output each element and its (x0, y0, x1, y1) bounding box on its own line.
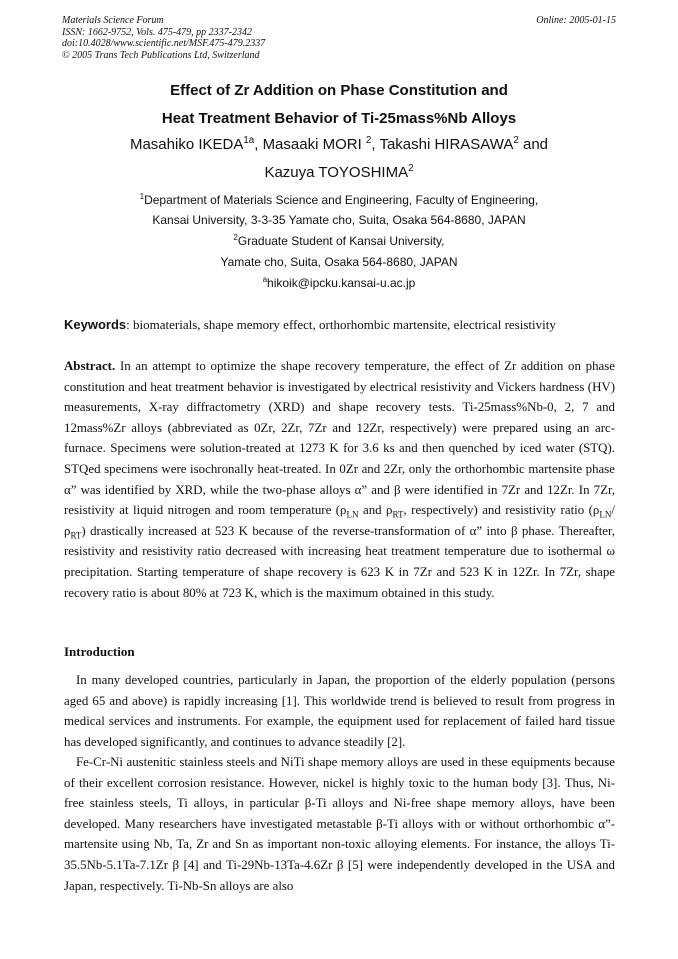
author-sep: , (371, 136, 380, 153)
author-sup: 2 (365, 135, 372, 146)
author-sup: 1a (243, 135, 255, 146)
issn-line: ISSN: 1662-9752, Vols. 475-479, pp 2337-2342 (62, 26, 252, 38)
email-sup: a (262, 275, 268, 284)
abstract-text: , respectively) and resistivity ratio (ρ (403, 503, 600, 518)
journal-name: Materials Science Forum (62, 15, 164, 26)
paper-title-line-1: Effect of Zr Addition on Phase Constitution and (170, 82, 508, 99)
affiliation-sup: 2 (233, 233, 238, 242)
paper-title-line-2: Heat Treatment Behavior of Ti-25mass%Nb Alloys (161, 110, 517, 127)
subscript: RT (392, 509, 404, 520)
affiliation-2-line-2: Yamate cho, Suita, Osaka 564-8680, JAPAN (220, 255, 458, 269)
author-sup: 2 (408, 163, 414, 174)
subscript: RT (70, 530, 82, 541)
abstract-text: and ρ (358, 503, 393, 518)
keywords (64, 317, 616, 333)
author-sep: and (518, 136, 549, 153)
author-name: Masaaki MORI (262, 136, 366, 153)
author-name: Masahiko IKEDA (129, 136, 244, 153)
affiliation-1-line-2: Kansai University, 3-3-35 Yamate cho, Suita, Osaka 564-8680, JAPAN (152, 213, 526, 227)
subscript: LN (599, 509, 612, 520)
online-date: Online: 2005-01-15 (536, 15, 616, 26)
abstract-text: /ρ (64, 503, 615, 538)
doi-line: doi:10.4028/www.scientific.net/MSF.475-479.2337 (62, 38, 266, 49)
introduction-paragraph-2: Fe-Cr-Ni austenitic stainless steels and NiTi shape memory alloys are used in these equipments because of their excellent corrosion resistance. However, nickel is highly toxic to the human body [3]. Thus, Ni-free stainless steels, Ti alloys, in particular β-Ti alloys and Ni-free shape memory alloys, have been developed. Many researchers have investigated metastable β-Ti alloys with or without orthorhombic α”-martensite using Nb, Ta, Zr and Sn as important non-toxic alloying elements. For instance, the alloys Ti-35.5Nb-5.1Ta-7.1Zr β [4] and Ti-29Nb-13Ta-4.6Zr β [5] were independently developed in the USA and Japan, respectively. Ti-Nb-Sn alloys are also (64, 755, 615, 893)
corresponding-email (62, 276, 616, 290)
author-name: Kazuya TOYOSHIMA (264, 164, 409, 181)
affiliation-text: Graduate Student of Kansai University, (237, 234, 445, 248)
affiliation-sup: 1 (139, 192, 145, 201)
authors-line-2 (62, 164, 616, 181)
author-sup: 2 (513, 135, 519, 146)
author-name: Takashi HIRASAWA (379, 136, 514, 153)
authors-line-1 (62, 136, 616, 153)
keywords-label: Keywords (64, 317, 127, 332)
email-text: hikoik@ipcku.kansai-u.ac.jp (267, 276, 416, 290)
journal-header (62, 15, 616, 61)
abstract-text: In an attempt to optimize the shape recovery temperature, the effect of Zr addition on phase constitution and heat treatment behavior is investigated by electrical resistivity and Vickers hardness (HV) measurements, X-ray diffractometry (XRD) and shape recovery tests. Ti-25mass%Nb-0, 2, 7 and 12mass%Zr alloys (abbreviated as 0Zr, 2Zr, 7Zr and 12Zr, respectively) were prepared using an arc-furnace. Specimens were solution-treated at 1273 K for 3.6 ks and then quenched by iced water (STQ). STQed specimens were isochronally heat-treated. In 0Zr and 2Zr, only the orthorhombic martensite phase α” was identified by XRD, while the two-phase alloys α” and β were identified in 7Zr and 12Zr. In 7Zr, resistivity at liquid nitrogen and room temperature (ρ (64, 359, 615, 518)
subscript: LN (346, 509, 359, 520)
copyright-line: © 2005 Trans Tech Publications Ltd, Switzerland (62, 49, 260, 61)
affiliation-text: Department of Materials Science and Engineering, Faculty of Engineering, (144, 193, 539, 207)
introduction-heading: Introduction (64, 644, 135, 659)
affiliation-2-line-1 (62, 234, 616, 248)
author-sep: , (254, 136, 263, 153)
abstract (64, 356, 615, 603)
affiliation-1-line-1 (62, 193, 616, 207)
introduction-paragraph-1: In many developed countries, particularly in Japan, the proportion of the elderly population (persons aged 65 and above) is rapidly increasing [1]. This worldwide trend is believed to result from progress in medical services and instruments. For example, the equipment used for replacement of failed hard tissue has developed significantly, and continues to advance steadily [2]. (64, 673, 615, 749)
abstract-label: Abstract. (64, 359, 116, 373)
keywords-text: : biomaterials, shape memory effect, orthorhombic martensite, electrical resistivity (126, 317, 556, 332)
abstract-text: ) drastically increased at 523 K because of the reverse-transformation of α” into β phase. Thereafter, resistivity and resistivity ratio decreased with increasing heat treatment temperature due to isothermal ω precipitation. Starting temperature of shape recovery is 623 K in 7Zr and 523 K in 12Zr. In 7Zr, shape recovery ratio is about 80% at 723 K, which is the maximum obtained in this study. (64, 523, 615, 600)
